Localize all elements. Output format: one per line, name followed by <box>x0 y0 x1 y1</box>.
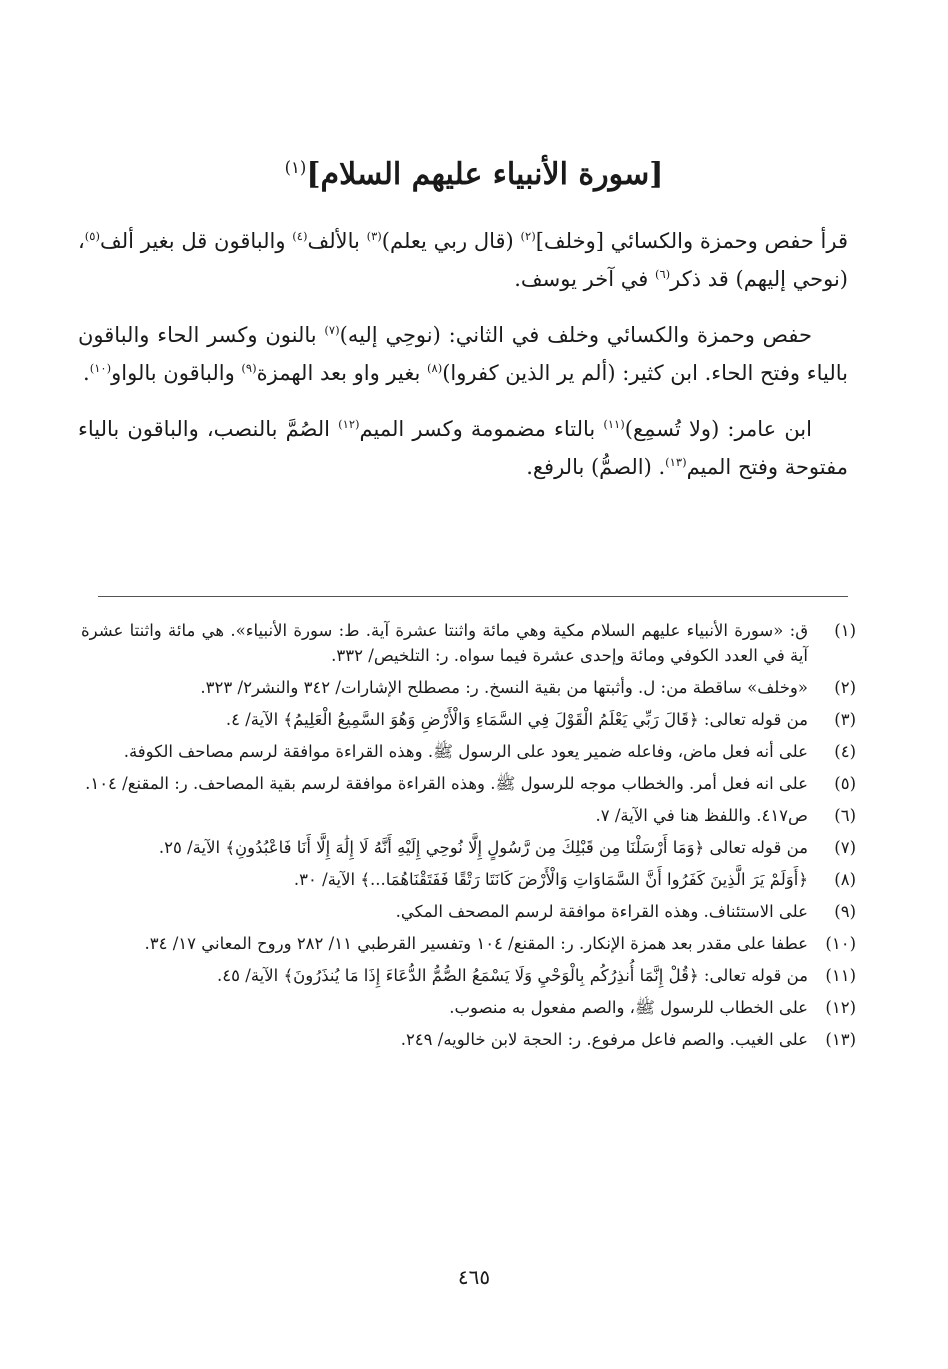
surah-title <box>0 150 948 200</box>
footnote-number: (٤) <box>834 742 856 761</box>
footnote-text: عطفا على مقدر بعد همزة الإنكار. ر: المقنع/ ١٠٤ وتفسير القرطبي ١١/ ٢٨٢ وروح المعاني ١٧/ ٣٤. <box>144 934 808 953</box>
text-segment: (قال ربي يعلم) <box>381 229 521 253</box>
footnote <box>81 867 856 892</box>
text-segment: والباقون بالواو <box>111 361 242 385</box>
footnote-ref: (٨) <box>427 361 443 375</box>
text-segment: بغير واو بعد الهمزة <box>256 361 427 385</box>
footnote-ref: (٥) <box>84 229 101 243</box>
footnote <box>81 1027 856 1052</box>
footnote <box>81 707 856 732</box>
footnote-ref: (١١) <box>603 417 625 431</box>
footnote-number: (٨) <box>834 870 856 889</box>
footnote <box>81 963 856 988</box>
footnote-text: من قوله تعالى ﴿وَمَا أَرْسَلْنَا مِن قَبْلِكَ مِن رَّسُولٍ إِلَّا نُوحِي إِلَيْهِ أَنَّهُ لَا إِلَٰهَ إِلَّا أَنَا فَاعْبُدُونِ﴾ الآية/ ٢٥. <box>158 838 808 857</box>
footnote <box>81 931 856 956</box>
footnote <box>81 899 856 924</box>
footnote-ref: (٩) <box>241 361 257 375</box>
footnote-number: (١١) <box>825 966 856 985</box>
text-segment: الصُمَّ بالنصب، والباقون بالياء مفتوحة وفتح الميم <box>78 417 848 479</box>
text-segment: ، (نوحي إليهم) قد ذكر <box>78 229 848 291</box>
text-segment: قرأ حفص وحمزة والكسائي [وخلف] <box>535 229 848 253</box>
footnote <box>81 739 856 764</box>
text-segment: في آخر يوسف. <box>514 267 655 291</box>
body-paragraph <box>78 316 848 392</box>
text-segment: والباقون قل بغير ألف <box>100 229 293 253</box>
footnotes-section <box>81 618 856 1059</box>
footnote-text: ص٤١٧. واللفظ هنا في الآية/ ٧. <box>595 806 808 825</box>
body-paragraph <box>78 410 848 486</box>
footnote-text: ﴿أَوَلَمْ يَرَ الَّذِينَ كَفَرُوا أَنَّ السَّمَاوَاتِ وَالْأَرْضَ كَانَتَا رَتْقًا فَفَتَقْنَاهُمَا...﴾ الآية/ ٣٠. <box>293 870 808 889</box>
footnote-text: من قوله تعالى: ﴿قَالَ رَبِّي يَعْلَمُ الْقَوْلَ فِي السَّمَاءِ وَالْأَرْضِ وَهُوَ السَّمِيعُ الْعَلِيمُ﴾ الآية/ ٤. <box>225 710 808 729</box>
footnote <box>81 618 856 668</box>
body-paragraph <box>78 222 848 298</box>
footnote-ref: (٦) <box>654 267 671 281</box>
footnote-number: (٦) <box>834 806 856 825</box>
footnote-text: من قوله تعالى: ﴿قُلْ إِنَّمَا أُنذِرُكُم بِالْوَحْيِ وَلَا يَسْمَعُ الصُّمُّ الدُّعَاءَ إِذَا مَا يُنذَرُونَ﴾ الآية/ ٤٥. <box>217 966 808 985</box>
page-number: ٤٦٥ <box>457 1265 491 1289</box>
footnote-number: (١) <box>834 621 856 640</box>
footnote-ref: (١٢) <box>338 417 360 431</box>
text-segment: . <box>83 361 90 385</box>
footnote-number: (١٣) <box>825 1030 856 1049</box>
footnote-ref: (١٣) <box>665 455 687 469</box>
footnote-ref: (٧) <box>324 323 340 337</box>
footnote-number: (٧) <box>834 838 856 857</box>
footnote <box>81 771 856 796</box>
main-text <box>78 222 848 504</box>
footnote-text: على الخطاب للرسول ﷺ، والصم مفعول به منصوب. <box>449 998 808 1017</box>
footnote <box>81 675 856 700</box>
footnote-text: على الاستئناف. وهذه القراءة موافقة لرسم المصحف المكي. <box>395 902 808 921</box>
footnote-number: (١٢) <box>825 998 856 1017</box>
footnote-number: (٢) <box>834 678 856 697</box>
text-segment: بالألف <box>307 229 367 253</box>
text-segment: حفص وحمزة والكسائي وخلف في الثاني: (نوحِي إليه) <box>339 323 812 347</box>
footnote-number: (١٠) <box>825 934 856 953</box>
text-segment: بالتاء مضمومة وكسر الميم <box>359 417 604 441</box>
footnote-text: ق: «سورة الأنبياء عليهم السلام مكية وهي مائة واثنتا عشرة آية. ط: سورة الأنبياء». هي مائة واثنتا عشرة آية في العدد الكوفي ومائة وإحدى عشرة فيما سواه. ر: التلخيص/ ٣٣٢. <box>81 621 808 665</box>
text-segment: . (الصمُّ) بالرفع. <box>526 455 666 479</box>
footnote-ref: (٤) <box>292 229 308 243</box>
footnote-number: (٩) <box>834 902 856 921</box>
footnote-number: (٣) <box>834 710 856 729</box>
footnote <box>81 995 856 1020</box>
footnote-text: على الغيب. والصم فاعل مرفوع. ر: الحجة لابن خالويه/ ٢٤٩. <box>400 1030 808 1049</box>
footnote-text: على أنه فعل ماض، وفاعله ضمير يعود على الرسول ﷺ. وهذه القراءة موافقة لرسم مصاحف الكوفة. <box>123 742 808 761</box>
footnote-ref: (٢) <box>520 229 536 243</box>
footnote <box>81 803 856 828</box>
footnote-ref: (٣) <box>366 229 382 243</box>
footnote-divider <box>98 596 848 597</box>
footnote <box>81 835 856 860</box>
footnote-text: على انه فعل أمر. والخطاب موجه للرسول ﷺ. وهذه القراءة موافقة لرسم بقية المصاحف. ر: المقنع/ ١٠٤. <box>85 774 808 793</box>
footnote-ref: (١٠) <box>89 361 112 375</box>
text-segment: بالنون وكسر الحاء والباقون بالياء وفتح الحاء. ابن كثير: (ألم ير الذين كفروا) <box>78 323 848 385</box>
footnote-text: «وخلف» ساقطة من: ل. وأثبتها من بقية النسخ. ر: مصطلح الإشارات/ ٣٤٢ والنشر٢/ ٣٢٣. <box>200 678 808 697</box>
text-segment: ابن عامر: (ولا تُسمِع) <box>624 417 812 441</box>
surah-title-text: [سورة الأنبياء عليهم السلام] <box>306 157 664 192</box>
title-footnote-ref: (١) <box>284 158 307 177</box>
footnote-number: (٥) <box>834 774 856 793</box>
